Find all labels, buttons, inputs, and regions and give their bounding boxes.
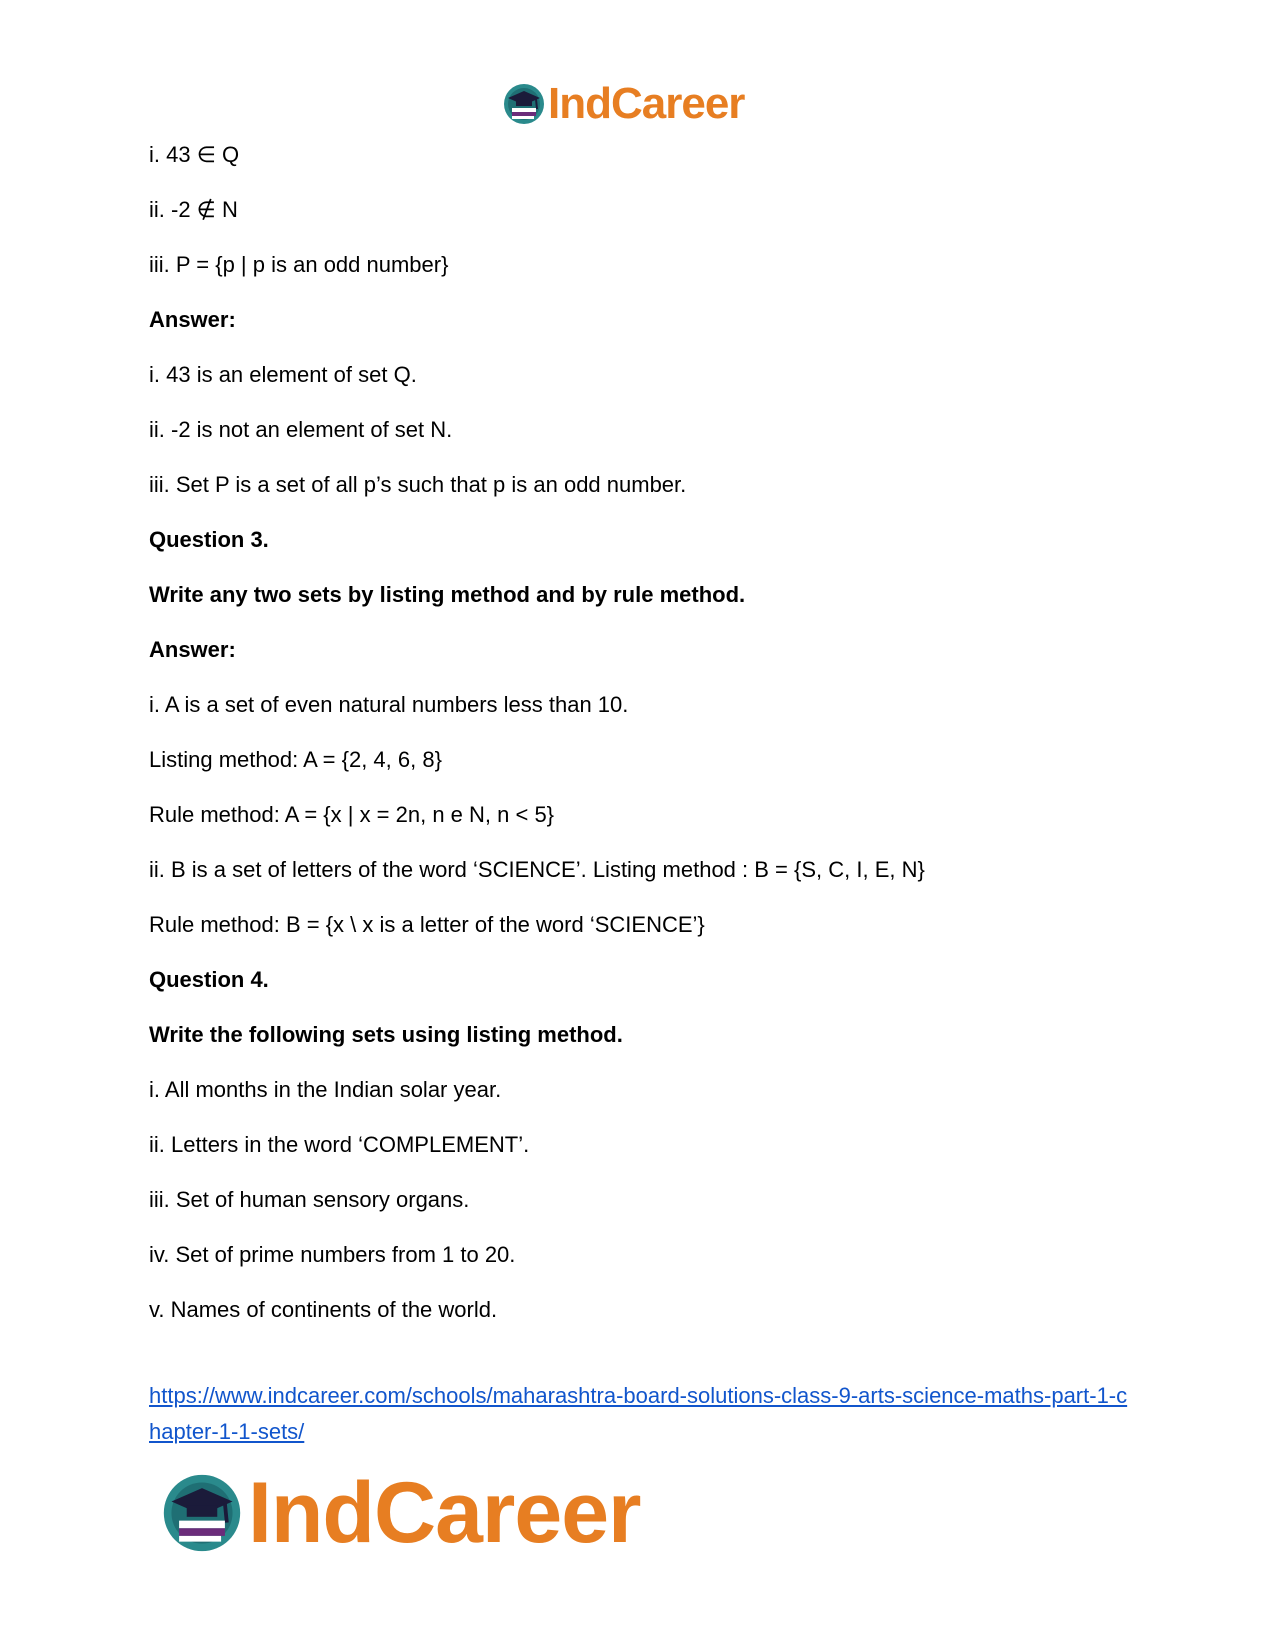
graduation-cap-book-icon: [160, 1471, 244, 1555]
text-line: v. Names of continents of the world.: [149, 1297, 498, 1322]
header-logo: [502, 78, 744, 130]
answer-heading: Answer:: [149, 637, 236, 662]
question-text: Write any two sets by listing method and by rule method.: [149, 582, 746, 607]
text-line: i. 43 is an element of set Q.: [149, 362, 417, 387]
question-heading: Question 4.: [149, 967, 269, 992]
text-line: i. A is a set of even natural numbers less than 10.: [149, 692, 629, 717]
footer-logo: [160, 1464, 641, 1561]
text-line: ii. -2 ∉ N: [149, 197, 238, 222]
question-text: Write the following sets using listing method.: [149, 1022, 623, 1047]
logo-wordmark: IndCareer: [548, 79, 745, 128]
text-line: iii. Set of human sensory organs.: [149, 1187, 470, 1212]
graduation-cap-book-icon: [502, 82, 546, 126]
text-line: ii. B is a set of letters of the word ‘SCIENCE’. Listing method : B = {S, C, I, E, N}: [149, 857, 925, 882]
text-line: i. All months in the Indian solar year.: [149, 1077, 502, 1102]
logo-wordmark: IndCareer: [248, 1464, 641, 1561]
text-line: Listing method: A = {2, 4, 6, 8}: [149, 747, 442, 772]
text-line: iii. Set P is a set of all p’s such that p is an odd number.: [149, 472, 687, 497]
text-line: ii. -2 is not an element of set N.: [149, 417, 453, 442]
text-line: iii. P = {p | p is an odd number}: [149, 252, 449, 277]
question-heading: Question 3.: [149, 527, 269, 552]
source-link[interactable]: https://www.indcareer.com/schools/maharashtra-board-solutions-class-9-arts-science-maths-part-1-chapter-1-1-sets/: [149, 1383, 1128, 1444]
text-line: Rule method: A = {x | x = 2n, n e N, n < 5}: [149, 802, 555, 827]
text-line: Rule method: B = {x \ x is a letter of the word ‘SCIENCE’}: [149, 912, 705, 937]
text-line: ii. Letters in the word ‘COMPLEMENT’.: [149, 1132, 530, 1157]
text-line: i. 43 ∈ Q: [149, 142, 240, 167]
answer-heading: Answer:: [149, 307, 236, 332]
text-line: iv. Set of prime numbers from 1 to 20.: [149, 1242, 516, 1267]
